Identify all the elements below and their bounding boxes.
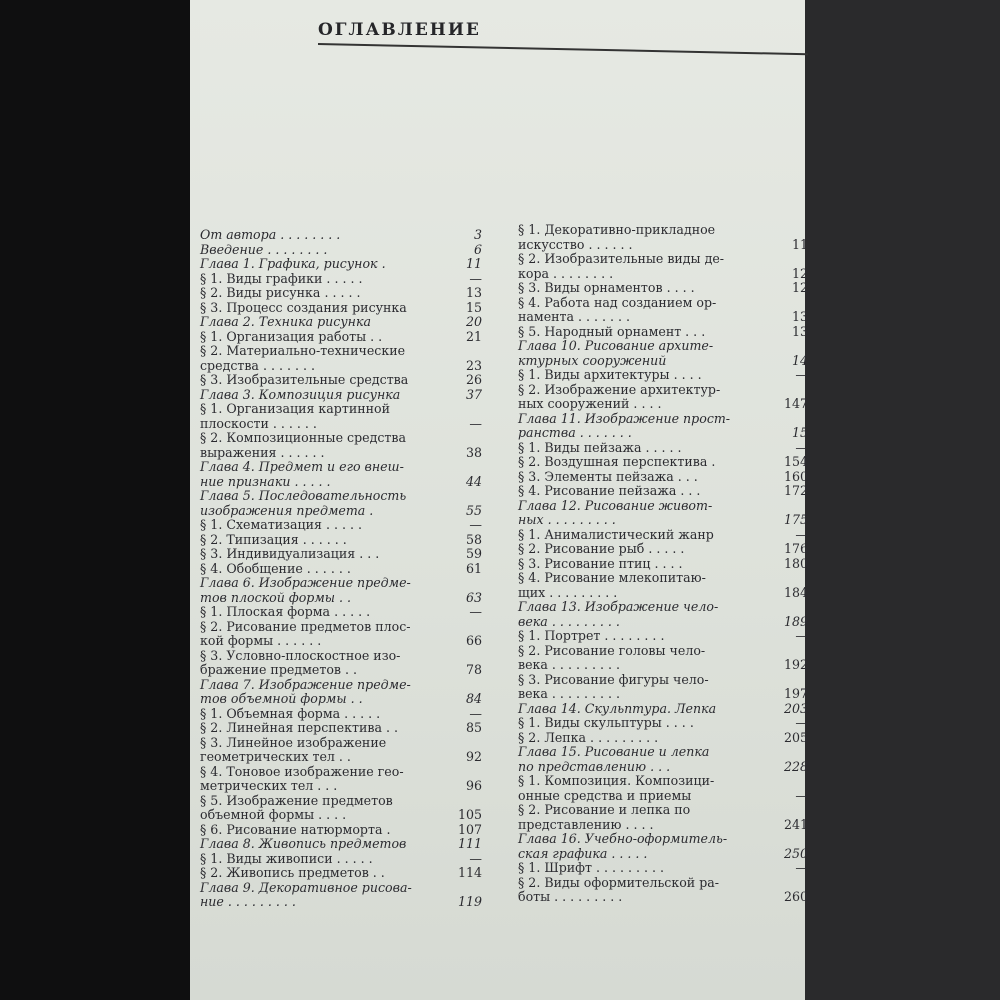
toc-entry	[200, 852, 482, 867]
toc-entry-page: 241	[783, 816, 808, 832]
toc-entry-page: 38	[465, 444, 482, 460]
toc-entry-title: Глава 4. Предмет и его внеш- ние признаки . . . . .	[200, 459, 404, 489]
toc-entry	[518, 383, 808, 412]
toc-entry-title: Глава 3. Композиция рисунка	[200, 386, 401, 402]
toc-entry-title: § 2. Воздушная перспектива .	[518, 454, 716, 469]
toc-entry	[200, 228, 482, 243]
toc-entry-title: § 2. Изображение архитектур- ных сооружений . . . .	[518, 381, 721, 411]
toc-entry-title: Глава 7. Изображение предме- тов объемной формы . .	[200, 676, 411, 706]
toc-entry	[518, 412, 808, 441]
toc-entry-title: § 1. Виды живописи . . . . .	[200, 850, 373, 866]
toc-entry	[200, 678, 482, 707]
toc-entry-page: 44	[465, 473, 482, 489]
toc-entry	[518, 803, 808, 832]
toc-entry-page: —	[795, 860, 808, 875]
toc-entry-page: —	[795, 628, 808, 643]
toc-entry-title: § 1. Организация картинной плоскости . . . . . .	[200, 401, 390, 431]
toc-entry-title: § 2. Рисование и лепка по представлению . . . .	[518, 802, 691, 832]
toc-entry	[200, 620, 482, 649]
toc-entry-page: 147	[783, 396, 808, 411]
toc-entry	[200, 837, 482, 852]
toc-entry-page: —	[469, 850, 482, 866]
toc-entry	[518, 629, 808, 644]
toc-entry	[518, 745, 808, 774]
toc-entry	[518, 571, 808, 600]
toc-entry-title: § 2. Материально-технические средства . . . . . . .	[200, 343, 406, 373]
toc-entry-page: 58	[465, 531, 482, 547]
toc-entry-page: 105	[457, 807, 482, 822]
toc-entry	[518, 223, 808, 252]
toc-entry-page: 61	[465, 560, 482, 576]
toc-entry	[200, 431, 482, 460]
toc-entry-title: § 2. Рисование головы чело- века . . . . . . . . .	[518, 642, 706, 672]
toc-entry	[200, 605, 482, 620]
toc-entry	[518, 702, 808, 717]
toc-entry-title: § 1. Композиция. Композици- онные средства и приемы	[518, 773, 715, 803]
toc-entry-title: § 1. Шрифт . . . . . . . . .	[518, 860, 665, 875]
toc-entry	[200, 373, 482, 388]
toc-entry	[518, 716, 808, 731]
toc-entry	[518, 731, 808, 746]
toc-entry-title: § 3. Процесс создания рисунка	[200, 299, 407, 315]
toc-entry-page: 12	[791, 265, 808, 281]
toc-entry-title: Глава 5. Последовательность изображения предмета .	[200, 488, 407, 518]
toc-entry-title: § 3. Условно-плоскостное изо- бражение предметов . .	[200, 647, 401, 677]
toc-entry	[518, 252, 808, 281]
toc-entry-page: 184	[783, 584, 808, 600]
toc-entry-title: § 4. Рисование млекопитаю- щих . . . . . . . . .	[518, 570, 706, 600]
toc-entry-page: 192	[783, 657, 808, 672]
toc-entry-title: § 3. Индивидуализация . . .	[200, 546, 380, 561]
background-left	[0, 0, 190, 1000]
toc-entry-title: Глава 10. Рисование архите- ктурных сооружений	[518, 338, 714, 368]
toc-entry	[518, 441, 808, 456]
toc-entry-page: 176	[783, 541, 808, 556]
toc-entry-title: Введение . . . . . . . .	[200, 241, 328, 257]
toc-entry-title: § 3. Рисование птиц . . . .	[518, 555, 683, 571]
toc-entry	[200, 257, 482, 272]
toc-entry-page: 63	[465, 589, 482, 605]
toc-entry-title: § 4. Рисование пейзажа . . .	[518, 483, 701, 498]
toc-entry-title: Глава 14. Скульптура. Лепка	[518, 700, 717, 716]
toc-entry-page: 205	[783, 729, 808, 745]
toc-entry	[200, 489, 482, 518]
toc-entry-page: 11	[465, 256, 482, 271]
toc-entry-title: § 2. Изобразительные виды де- кора . . . . . . . .	[518, 251, 725, 281]
toc-entry-title: § 4. Работа над созданием ор- намента . . . . . . .	[518, 294, 717, 324]
toc-entry	[518, 499, 808, 528]
toc-entry-title: § 3. Виды орнаментов . . . .	[518, 280, 695, 295]
toc-entry-page: 197	[783, 686, 808, 701]
toc-entry	[200, 547, 482, 562]
toc-entry	[200, 533, 482, 548]
toc-entry-title: § 2. Виды рисунка . . . . .	[200, 285, 361, 300]
toc-entry-title: § 1. Плоская форма . . . . .	[200, 604, 371, 619]
toc-entry-page: 3	[473, 227, 482, 242]
toc-entry	[200, 388, 482, 403]
background-right	[805, 0, 1000, 1000]
toc-entry-title: § 1. Портрет . . . . . . . .	[518, 628, 665, 643]
toc-entry	[200, 301, 482, 316]
toc-entry-page: 92	[465, 749, 482, 764]
toc-entry-title: Глава 6. Изображение предме- тов плоской формы . .	[200, 575, 411, 605]
toc-entry-title: § 5. Народный орнамент . . .	[518, 323, 706, 339]
toc-entry-page: —	[469, 517, 482, 532]
toc-entry	[518, 325, 808, 340]
toc-entry	[200, 736, 482, 765]
toc-entry	[200, 286, 482, 301]
toc-column-right	[518, 223, 808, 905]
toc-entry	[518, 673, 808, 702]
toc-entry	[200, 460, 482, 489]
toc-entry	[200, 649, 482, 678]
toc-entry-page: 172	[783, 483, 808, 498]
toc-entry-page: —	[795, 526, 808, 542]
toc-entry-title: § 2. Лепка . . . . . . . . .	[518, 729, 659, 745]
toc-entry-page: 13	[791, 323, 808, 339]
toc-entry-title: Глава 1. Графика, рисунок .	[200, 256, 386, 271]
toc-entry	[518, 557, 808, 572]
toc-entry-page: 26	[465, 372, 482, 387]
page-title: ОГЛАВЛЕНИЕ	[318, 20, 481, 40]
toc-entry-page: 96	[465, 778, 482, 793]
toc-entry-title: Глава 9. Декоративное рисова- ние . . . . . . . . .	[200, 879, 412, 909]
toc-entry-page: 59	[465, 546, 482, 561]
toc-entry	[518, 484, 808, 499]
toc-entry-title: Глава 8. Живопись предметов	[200, 836, 407, 851]
toc-entry-title: От автора . . . . . . . .	[200, 227, 341, 242]
toc-entry-title: § 1. Виды пейзажа . . . . .	[518, 439, 682, 455]
toc-entry-title: § 1. Схематизация . . . . .	[200, 517, 363, 532]
toc-entry-page: 175	[783, 512, 808, 527]
toc-entry	[518, 339, 808, 368]
toc-entry	[518, 542, 808, 557]
toc-entry-page: 66	[465, 633, 482, 648]
toc-entry-page: 21	[465, 328, 482, 344]
toc-entry-title: Глава 11. Изображение прост- ранства . . . . . . .	[518, 410, 731, 440]
toc-entry	[200, 344, 482, 373]
toc-entry-page: 180	[783, 555, 808, 571]
toc-entry	[200, 707, 482, 722]
toc-entry-title: § 4. Обобщение . . . . . .	[200, 560, 351, 576]
toc-entry-page: —	[795, 715, 808, 730]
toc-entry-title: § 5. Изображение предметов объемной формы . . . .	[200, 792, 393, 822]
toc-entry	[200, 881, 482, 910]
toc-entry-page: 260	[783, 889, 808, 904]
toc-entry	[200, 721, 482, 736]
toc-entry	[200, 765, 482, 794]
toc-entry-title: § 2. Линейная перспектива . .	[200, 720, 398, 735]
toc-entry-page: 37	[465, 386, 482, 402]
toc-entry-page: 107	[457, 821, 482, 837]
toc-entry-page: 13	[465, 285, 482, 300]
toc-entry	[200, 576, 482, 605]
toc-entry	[200, 866, 482, 881]
toc-entry-title: § 1. Виды графики . . . . .	[200, 270, 363, 286]
toc-entry-page: 154	[783, 454, 808, 469]
toc-entry	[518, 470, 808, 485]
toc-entry-page: 189	[783, 613, 808, 629]
toc-entry-page: 160	[783, 468, 808, 484]
toc-entry	[518, 281, 808, 296]
toc-entry	[518, 296, 808, 325]
toc-entry-page: 15	[465, 299, 482, 315]
toc-entry-title: § 1. Объемная форма . . . . .	[200, 705, 381, 721]
toc-entry	[518, 876, 808, 905]
toc-entry-title: § 3. Рисование фигуры чело- века . . . . . . . . .	[518, 671, 709, 701]
toc-entry	[200, 315, 482, 330]
toc-entry-page: —	[469, 705, 482, 721]
toc-entry-page: 20	[465, 314, 482, 329]
toc-entry-title: Глава 16. Учебно-оформитель- ская графика . . . . .	[518, 831, 728, 861]
toc-entry-page: 12	[791, 280, 808, 295]
toc-entry-page: 85	[465, 720, 482, 735]
toc-entry-page: 203	[783, 700, 808, 716]
toc-entry-page: 114	[457, 865, 482, 880]
toc-entry-title: § 1. Виды архитектуры . . . .	[518, 367, 702, 382]
toc-entry-page: 250	[783, 845, 808, 861]
toc-entry-title: Глава 12. Рисование живот- ных . . . . . . . . .	[518, 497, 713, 527]
toc-entry	[200, 402, 482, 431]
toc-entry-title: § 2. Типизация . . . . . .	[200, 531, 347, 547]
toc-entry	[518, 528, 808, 543]
toc-entry-title: Глава 2. Техника рисунка	[200, 314, 371, 329]
toc-entry-title: § 1. Декоративно-прикладное искусство . . . . . .	[518, 222, 716, 252]
toc-entry-page: —	[795, 367, 808, 382]
toc-entry	[518, 368, 808, 383]
toc-entry-page: 14	[791, 352, 808, 368]
toc-entry-page: 78	[465, 662, 482, 677]
toc-entry-page: —	[795, 787, 808, 803]
toc-entry	[518, 774, 808, 803]
toc-entry-title: § 2. Рисование предметов плос- кой формы . . . . . .	[200, 618, 411, 648]
toc-entry-title: § 3. Элементы пейзажа . . .	[518, 468, 698, 484]
toc-entry	[518, 861, 808, 876]
toc-entry-title: Глава 15. Рисование и лепка по представлению . . .	[518, 744, 710, 774]
toc-entry-title: § 2. Живопись предметов . .	[200, 865, 385, 880]
toc-entry-page: —	[469, 270, 482, 286]
toc-entry-page: 111	[457, 836, 482, 851]
toc-entry-page: —	[795, 439, 808, 455]
toc-entry-page: —	[469, 604, 482, 619]
toc-entry	[200, 823, 482, 838]
toc-entry	[518, 455, 808, 470]
toc-entry	[200, 794, 482, 823]
toc-entry-page: 23	[465, 357, 482, 373]
toc-entry-title: § 2. Рисование рыб . . . . .	[518, 541, 685, 556]
toc-entry-page: —	[469, 415, 482, 431]
toc-entry-page: 228	[783, 758, 808, 774]
toc-entry-page: 15	[791, 425, 808, 440]
toc-entry-page: 55	[465, 502, 482, 518]
toc-entry-title: § 6. Рисование натюрморта .	[200, 821, 391, 837]
toc-entry-title: § 1. Организация работы . .	[200, 328, 383, 344]
toc-entry-title: § 2. Виды оформительской ра- боты . . . . . . . . .	[518, 874, 720, 904]
toc-entry	[518, 832, 808, 861]
toc-entry-title: § 1. Анималистический жанр	[518, 526, 714, 542]
toc-entry-page: 6	[473, 241, 482, 257]
toc-column-left	[200, 228, 482, 910]
toc-entry	[200, 562, 482, 577]
toc-entry-title: § 4. Тоновое изображение гео- метрических тел . . .	[200, 763, 404, 793]
toc-entry	[200, 243, 482, 258]
toc-entry-title: § 1. Виды скульптуры . . . .	[518, 715, 694, 730]
toc-entry-page: 11	[791, 236, 808, 252]
toc-entry	[518, 644, 808, 673]
toc-entry-page: 119	[457, 894, 482, 909]
toc-entry-page: 84	[465, 691, 482, 706]
toc-entry	[200, 518, 482, 533]
toc-entry-title: Глава 13. Изображение чело- века . . . . . . . . .	[518, 599, 719, 629]
toc-entry	[200, 272, 482, 287]
toc-entry-page: 13	[791, 309, 808, 324]
toc-entry-title: § 3. Изобразительные средства	[200, 372, 409, 387]
toc-entry	[518, 600, 808, 629]
toc-entry-title: § 2. Композиционные средства выражения . . . . . .	[200, 430, 406, 460]
toc-entry	[200, 330, 482, 345]
toc-entry-title: § 3. Линейное изображение геометрических тел . .	[200, 734, 387, 764]
